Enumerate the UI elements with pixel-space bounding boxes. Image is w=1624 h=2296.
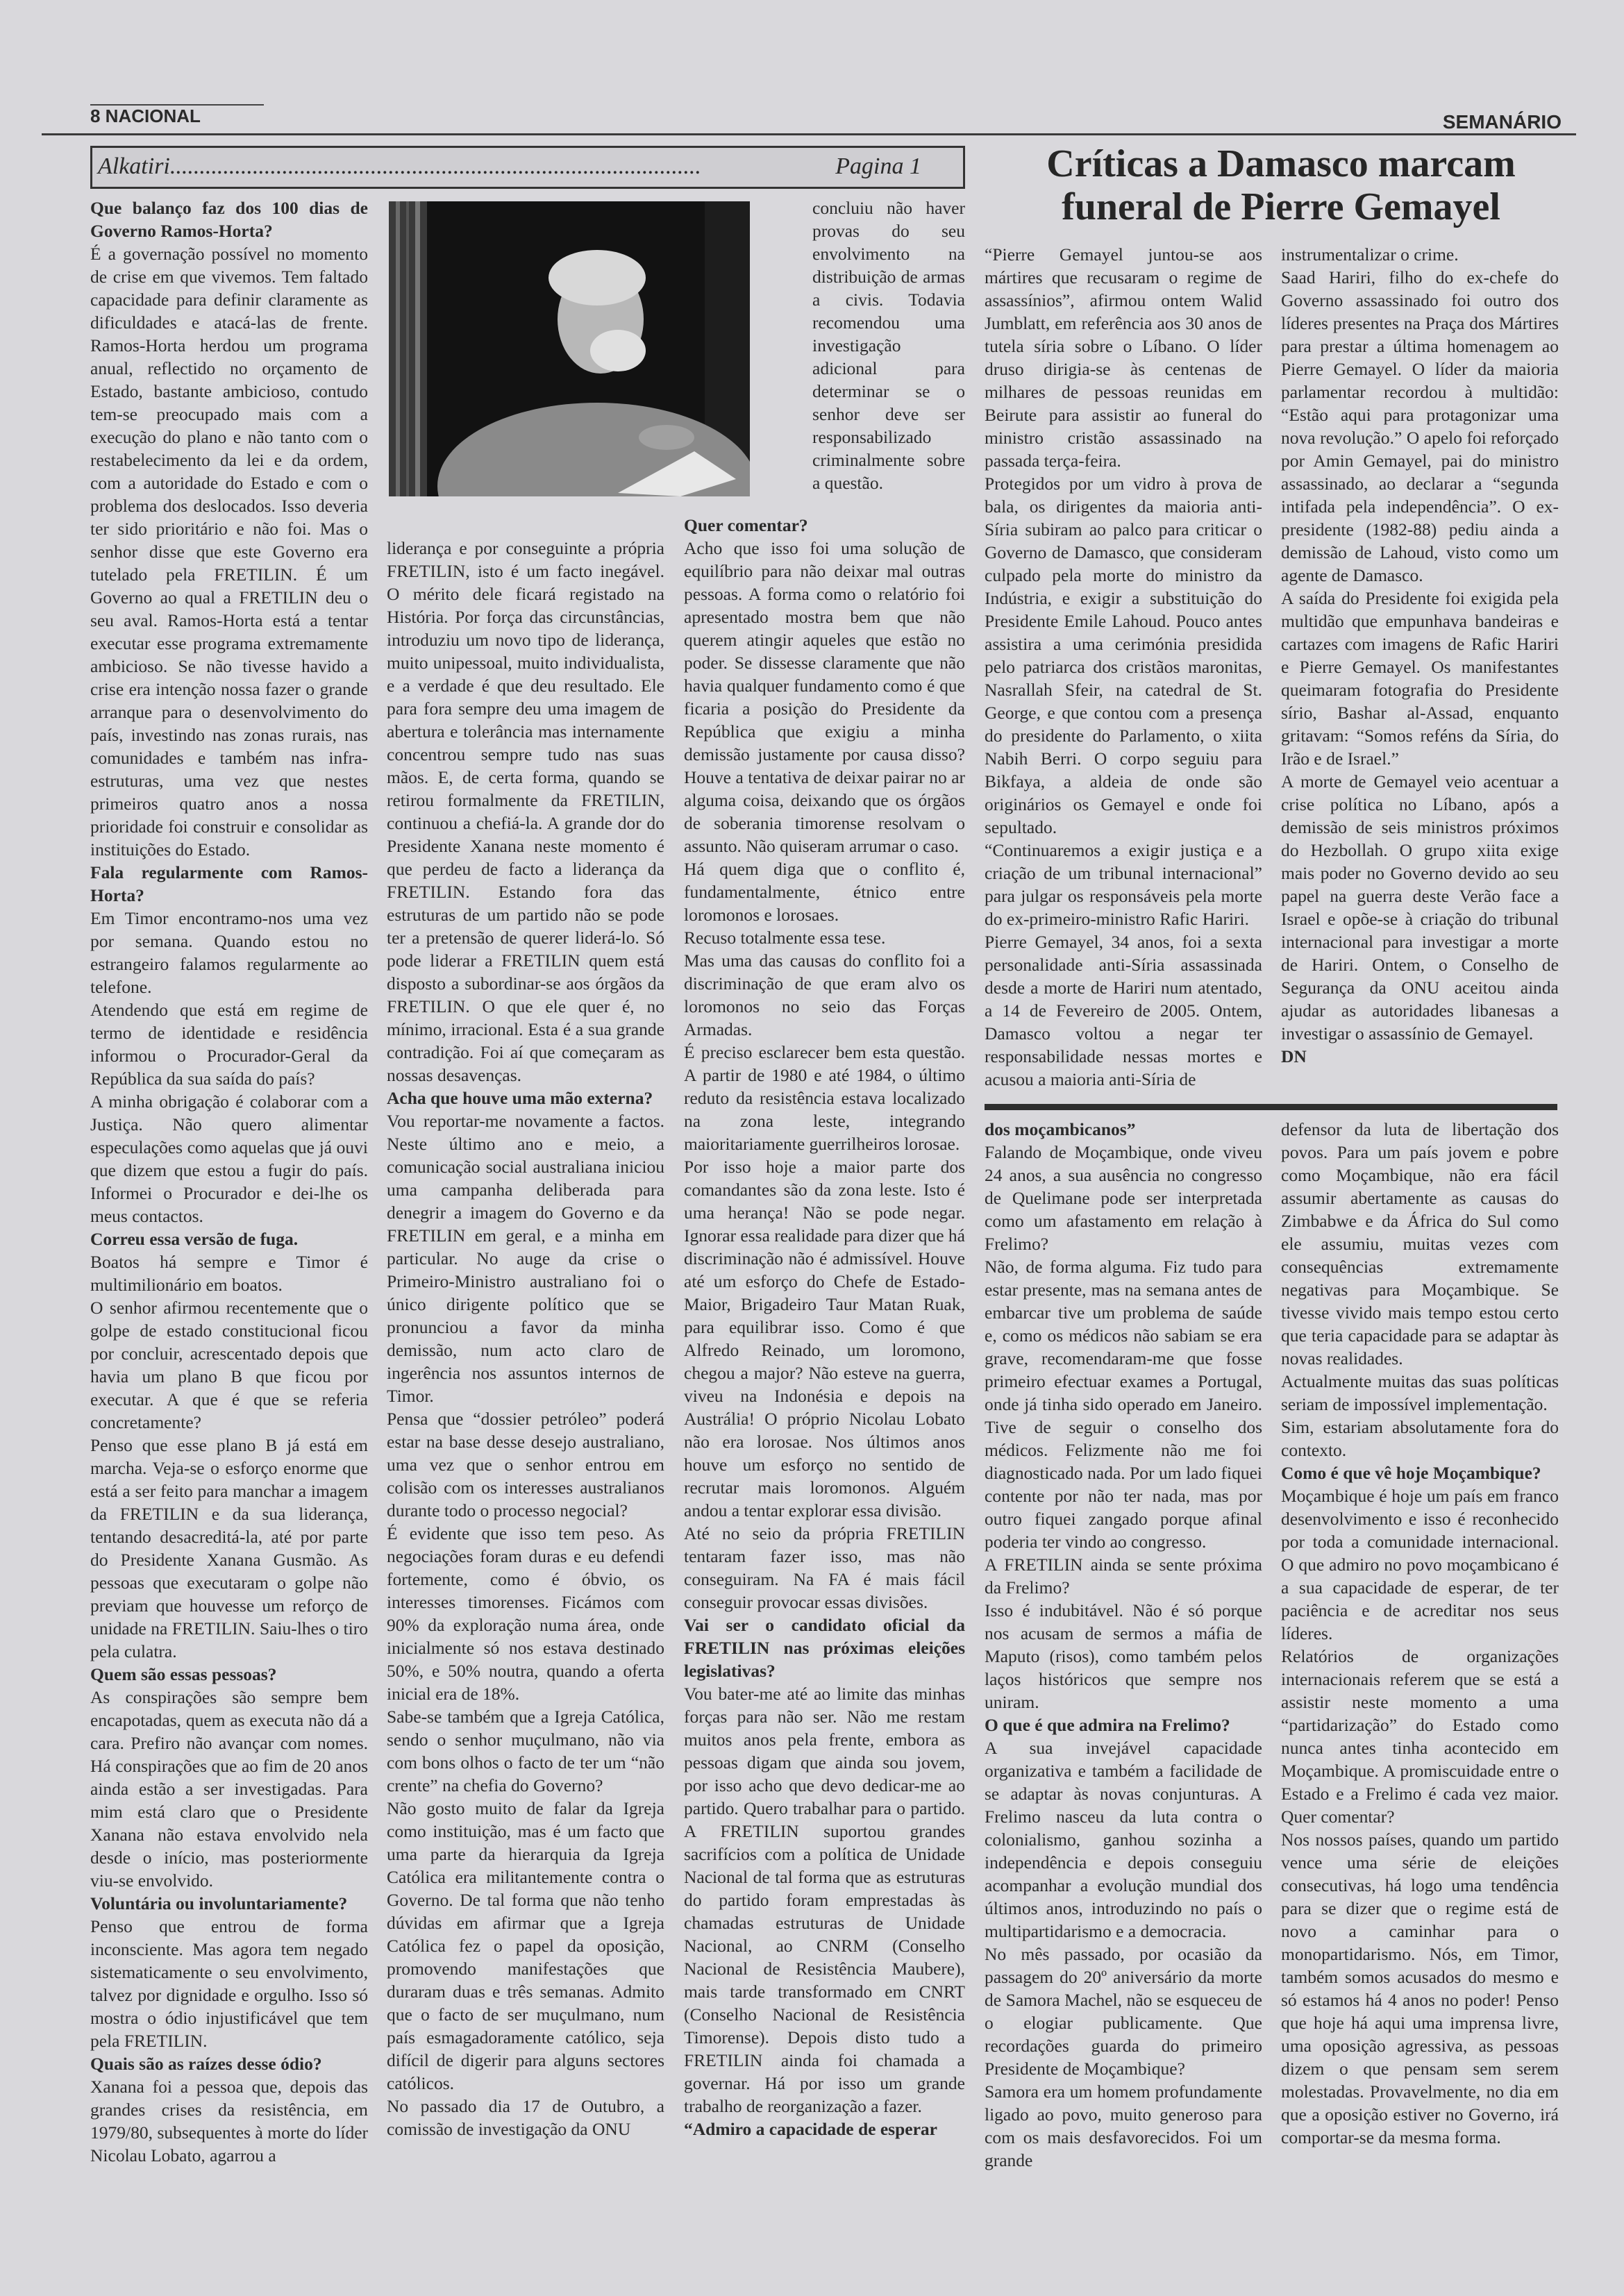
article-column-a bbox=[985, 243, 1262, 1091]
continuation-page: Pagina 1 bbox=[831, 148, 921, 185]
page-section-label: 8 NACIONAL bbox=[90, 106, 201, 126]
interview-column-3-top bbox=[812, 196, 965, 494]
paragraph: A saída do Presidente foi exigida pela multidão que empunhava bandeiras e cartazes com imagens de Rafic Hariri e Pierre Gemayel. Os manifestantes queimaram fotografia do Presidente sírio, Bashar al-Assad, enquanto gritavam: “Somos reféns da Síria, do Irão e de Israel.” bbox=[1281, 588, 1559, 769]
paragraph: Penso que entrou de forma inconsciente. Mas agora tem negado sistematicamente o seu envolvimento, talvez por dignidade e orgulho. Isso só mostra o ódio injustificável que tem pela FRETILIN. bbox=[90, 1916, 368, 2051]
article-column-b bbox=[1281, 243, 1559, 1068]
paragraph: Xanana foi a pessoa que, depois das grandes crises da resistência, em 1979/80, subsequentes à morte do líder Nicolau Lobato, agarrou a bbox=[90, 2077, 368, 2165]
paragraph: “Pierre Gemayel juntou-se aos mártires que recusaram o regime de assassínios”, afirmou ontem Walid Jumblatt, em referência aos 30 anos de tutela síria sobre o Líbano. O líder druso dirigia-se às centenas de milhares de pessoas reunidas em Beirute para assistir ao funeral do ministro cristão assassinado na passada terça-feira. bbox=[985, 244, 1262, 471]
paragraph: Sabe-se também que a Igreja Católica, sendo o senhor muçulmano, não via com bons olhos o facto de ter um “não crente” na chefia do Governo? bbox=[387, 1707, 664, 1795]
paragraph: Pierre Gemayel, 34 anos, foi a sexta personalidade anti-Síria assassinada desde a morte de Hariri num atentado, a 14 de Fevereiro de 2005. Ontem, Damasco voltou a negar ter responsabilidade nessas mortes e acusou a maioria anti-Síria de bbox=[985, 932, 1262, 1089]
question: Acha que houve uma mão externa? bbox=[387, 1088, 653, 1108]
paragraph: “Continuaremos a exigir justiça e a criação de um tribunal internacional” para julgar os responsáveis pela morte do ex-primeiro-ministro Rafic Hariri. bbox=[985, 840, 1262, 929]
paragraph: instrumentalizar o crime. bbox=[1281, 244, 1459, 265]
continuation-header bbox=[90, 146, 965, 189]
paragraph: Há quem diga que o conflito é, fundamentalmente, étnico entre loromonos e lorosaes. bbox=[684, 859, 965, 925]
question: Vai ser o candidato oficial da FRETILIN nas próximas eleições legislativas? bbox=[684, 1615, 965, 1681]
paragraph: É a governação possível no momento de crise em que vivemos. Tem faltado capacidade para definir claramente as dificuldades e atacá-las de frente. Ramos-Horta herdou um programa anual, reflectido no orçamento de Estado, bastante ambicioso, contudo tem-se preocupado mais com a execução do plano e não tanto com o restabelecimento da lei e da ordem, com a autoridade do Estado e com o problema dos deslocados. Isso deveria ter sido prioritário e não foi. Mas o senhor disse que este Governo era tutelado pela FRETILIN. É um Governo ao qual a FRETILIN deu o seu aval. Ramos-Horta está a tentar executar esse programa extremamente ambicioso. Se não tivesse havido a crise era intenção nossa fazer o grande arranque para o desenvolvimento do país, investindo nas zonas rurais, nas comunidades e também nas infra-estruturas, uma vez que nestes primeiros quatro anos a nossa prioridade foi construir e consolidar as instituições do Estado. bbox=[90, 244, 368, 860]
interview-column-1 bbox=[90, 196, 368, 2167]
paragraph: No mês passado, por ocasião da passagem do 20º aniversário da morte de Samora Machel, não se esqueceu de o elogiar publicamente. Que recordações guarda do primeiro Presidente de Moçambique? bbox=[985, 1944, 1262, 2079]
paragraph: liderança e por conseguinte a própria FRETILIN, isto é um facto inegável. O mérito dele ficará registado na História. Por força das circunstâncias, introduziu um novo tipo de liderança, muito unipessoal, muito individualista, e a verdade é que deu resultado. Ele para fora sempre deu uma imagem de abertura e tolerância mas internamente concentrou sempre tudo nas suas mãos. E, de certa forma, quando se retirou formalmente da FRETILIN, continuou a chefiá-la. A grande dor do Presidente Xanana neste momento é que perdeu de facto a liderança da FRETILIN. Estando fora das estruturas de um partido não se pode ter a pretensão de querer liderá-lo. Só pode liderar a FRETILIN quem está disposto a subordinar-se aos órgãos da FRETILIN. O que ele quer é, no mínimo, irracional. Esta é a sua grande contradição. Foi aí que começaram as nossas desavenças. bbox=[387, 538, 664, 1085]
paragraph: Penso que esse plano B já está em marcha. Veja-se o esforço enorme que está a ser feito para manchar a imagem da FRETILIN e da sua liderança, tentando desacreditá-la, até por parte do Presidente Xanana Gusmão. As pessoas que executaram o golpe não previam que houvesse um reforço de unidade na FRETILIN. Saiu-lhes o tiro pela culatra. bbox=[90, 1435, 368, 1661]
header-rule bbox=[42, 133, 1576, 135]
paragraph: Não, de forma alguma. Fiz tudo para estar presente, mas na semana antes de embarcar tive um problema de saúde e, como os médicos não sabiam se era grave, recomendaram-me que fosse primeiro efectuar exames a Portugal, onde já tinha sido operado em Janeiro. Tive de seguir o conselho dos médicos. Felizmente não me foi diagnosticado nada. Por um lado fiquei contente por não ter nada, mas por outro fiquei zangado porque afinal poderia ter vindo ao congresso. bbox=[985, 1257, 1262, 1552]
section-separator-rule bbox=[985, 1104, 1557, 1110]
question: dos moçambicanos” bbox=[985, 1119, 1136, 1139]
paragraph: Falando de Moçambique, onde viveu 24 anos, a sua ausência no congresso de Quelimane pode ser interpretada como um afastamento em relação à Frelimo? bbox=[985, 1142, 1262, 1254]
paragraph: defensor da luta de libertação dos povos. Para um país jovem e pobre como Moçambique, não era fácil assumir abertamente as causas do Zimbabwe e da África do Sul como ele assumiu, muitas vezes com consequências extremamente negativas para Moçambique. Se tivesse vivido mais tempo estou certo que teria capacidade para se adaptar às novas realidades. bbox=[1281, 1119, 1559, 1368]
interview-column-3 bbox=[684, 514, 965, 2140]
paragraph: Actualmente muitas das suas políticas seriam de impossível implementação. bbox=[1281, 1371, 1559, 1414]
paragraph: Isso é indubitável. Não é só porque nos acusam de sermos a máfia de Maputo (risos), como também pelos laços históricos que sempre nos uniram. bbox=[985, 1600, 1262, 1712]
paragraph: É evidente que isso tem peso. As negociações foram duras e eu defendi fortemente, como é óbvio, os interesses timorenses. Ficámos com 90% da exploração numa área, onde inicialmente só nos estava destinado 50%, e 50% noutra, quando a oferta inicial era de 18%. bbox=[387, 1523, 664, 1704]
interview-photo bbox=[389, 201, 750, 496]
question: Como é que vê hoje Moçambique? bbox=[1281, 1463, 1541, 1483]
question: “Admiro a capacidade de esperar bbox=[684, 2119, 937, 2139]
interview-column-4 bbox=[985, 1118, 1262, 2172]
paragraph: Nos nossos países, quando um partido vence uma série de eleições consecutivas, há logo uma tendência para se dizer que o regime está de novo a caminhar para o monopartidarismo. Nós, em Timor, também somos acusados do mesmo e só estamos há 4 anos no poder! Penso que hoje há aqui uma imprensa livre, uma oposição agressiva, as pessoas dizem o que pensam sem serem molestadas. Provavelmente, no dia em que a oposição estiver no Governo, irá comportar-se da mesma forma. bbox=[1281, 1829, 1559, 2147]
question: Quem são essas pessoas? bbox=[90, 1664, 277, 1684]
paragraph: Vou bater-me até ao limite das minhas forças para não ser. Não me restam muitos anos pela frente, embora as pessoas digam que ainda sou jovem, por isso acho que devo dedicar-me ao partido. Quero trabalhar para o partido. A FRETILIN suportou grandes sacrifícios com a política de Unidade Nacional de tal forma que as estruturas do partido foram emprestadas às chamadas estruturas de Unidade Nacional, ao CNRM (Conselho Nacional de Resistência Maubere), mais tarde transformado em CNRT (Conselho Nacional de Resistência Timorense). Depois disto tudo a FRETILIN ainda foi chamada a governar. Há por isso um grande trabalho de reorganização a fazer. bbox=[684, 1684, 965, 2116]
paragraph: Até no seio da própria FRETILIN tentaram fazer isso, mas não conseguiram. Na FA é mais fácil conseguir provocar essas divisões. bbox=[684, 1523, 965, 1612]
paragraph: O senhor afirmou recentemente que o golpe de estado constitucional ficou por concluir, acrescentado depois que havia um plano B que ficou por executar. A que é que se referia concretamente? bbox=[90, 1298, 368, 1432]
photo-illustration bbox=[389, 201, 750, 496]
question: Fala regularmente com Ramos-Horta? bbox=[90, 862, 368, 905]
paragraph: Moçambique é hoje um país em franco desenvolvimento e isso é reconhecido por toda a comunidade internacional. O que admiro no povo moçambicano é a sua capacidade de esperar, de ter paciência e de acreditar nos seus líderes. bbox=[1281, 1486, 1559, 1643]
paragraph: Por isso hoje a maior parte dos comandantes são da zona leste. Isto é uma herança! Não se pode negar. Ignorar essa realidade para dizer que há discriminação não é admissível. Houve até um esforço do Chefe de Estado-Maior, Brigadeiro Taur Matan Ruak, para equilibrar isso. Como é que Alfredo Reinado, um loromono, chegou a major? Não esteve na guerra, viveu na Indonésia e depois na Austrália! O próprio Nicolau Lobato não era lorosae. Nos últimos anos houve um esforço no sentido de recrutar mais loromonos. Alguém andou a tentar explorar essa divisão. bbox=[684, 1157, 965, 1520]
question: Voluntária ou involuntariamente? bbox=[90, 1893, 348, 1913]
paragraph: Recuso totalmente essa tese. bbox=[684, 928, 886, 948]
paragraph: Relatórios de organizações internacionais referem que se está a assistir neste momento a uma “partidarização” do Estado como nunca antes tinha acontecido em Moçambique. A promiscuidade entre o Estado e a Frelimo é cada vez maior. Quer comentar? bbox=[1281, 1646, 1559, 1827]
paragraph: A sua invejável capacidade organizativa e também a facilidade de se adaptar às novas conjunturas. A Frelimo nasceu da luta contra o colonialismo, ganhou sozinha a independência e depois conseguiu acompanhar a evolução mundial dos últimos anos, introduzindo no país o multipartidarismo e a democracia. bbox=[985, 1738, 1262, 1941]
paragraph: Sim, estariam absolutamente fora do contexto. bbox=[1281, 1417, 1559, 1460]
paragraph: Acho que isso foi uma solução de equilíbrio para não deixar mal outras pessoas. A forma como o relatório foi apresentado mostra bem que não querem atingir aqueles que estão no poder. Se dissesse claramente que não havia qualquer fundamento como é que ficaria a posição do Presidente da República que exigiu a minha demissão justamente por causa disso? Houve a tentativa de deixar pairar no ar alguma coisa, deixando que os órgãos de soberania timorense resolvam o assunto. Não quiseram arrumar o caso. bbox=[684, 538, 965, 856]
paragraph: No passado dia 17 de Outubro, a comissão de investigação da ONU bbox=[387, 2096, 664, 2139]
paragraph: Saad Hariri, filho do ex-chefe do Governo assassinado foi outro dos líderes presentes na Praça dos Mártires para prestar a última homenagem ao Pierre Gemayel. O líder da maioria parlamentar recordou à multidão: “Estão aqui para protagonizar uma nova revolução.” O apelo foi reforçado por Amin Gemayel, pai do ministro assassinado, ao declarar a “segunda intifada pela independência”. O ex-presidente (1982-88) pediu ainda a demissão de Lahoud, visto como um agente de Damasco. bbox=[1281, 267, 1559, 585]
paragraph: Boatos há sempre e Timor é multimilionário em boatos. bbox=[90, 1252, 368, 1295]
newspaper-name: SEMANÁRIO bbox=[1442, 111, 1562, 133]
question: O que é que admira na Frelimo? bbox=[985, 1715, 1230, 1735]
question: Quer comentar? bbox=[684, 515, 808, 535]
paragraph: Vou reportar-me novamente a factos. Neste último ano e meio, a comunicação social australiana iniciou uma campanha deliberada para denegrir a imagem do Governo e da FRETILIN em geral, e a minha em particular. No auge da crise o Primeiro-Ministro australiano foi o único dirigente político que se pronunciou a favor da minha demissão, num acto claro de ingerência nos assuntos internos de Timor. bbox=[387, 1111, 664, 1406]
paragraph: Protegidos por um vidro à prova de bala, os dirigentes da maioria anti-Síria subiram ao palco para criticar o Governo de Damasco, que consideram culpado pela morte do ministro da Indústria, e exigir a substituição do Presidente Emile Lahoud. Pouco antes assistira a uma cerimónia presidida pelo patriarca dos cristãos maronitas, Nasrallah Sfeir, na catedral de St. George, e que contou com a presença do presidente do Parlamento, o xiita Nabih Berri. O corpo seguiu para Bikfaya, a aldeia de onde são originários os Gemayel e onde foi sepultado. bbox=[985, 474, 1262, 837]
interview-column-2 bbox=[387, 537, 664, 2140]
question: Correu essa versão de fuga. bbox=[90, 1229, 299, 1249]
paragraph: Em Timor encontramo-nos uma vez por semana. Quando estou no estrangeiro falamos regularmente ao telefone. bbox=[90, 908, 368, 997]
paragraph: Mas uma das causas do conflito foi a discriminação de que eram alvo os loromonos no seio das Forças Armadas. bbox=[684, 950, 965, 1039]
question: Que balanço faz dos 100 dias de Governo Ramos-Horta? bbox=[90, 198, 368, 241]
paragraph: Pensa que “dossier petróleo” poderá estar na base desse desejo australiano, uma vez que o senhor entrou em colisão com os interesses australianos durante todo o processo negocial? bbox=[387, 1409, 664, 1520]
question: Quais são as raízes desse ódio? bbox=[90, 2054, 322, 2074]
article-title: Críticas a Damasco marcam funeral de Pierre Gemayel bbox=[1046, 142, 1516, 228]
paragraph: Não gosto muito de falar da Igreja como instituição, mas é um facto que uma parte da hierarquia da Igreja Católica era militantemente contra o Governo. De tal forma que não tenho dúvidas em afirmar que a Igreja Católica fez o papel da oposição, promovendo manifestações que duraram duas e três semanas. Admito que o facto de ser muçulmano, num país esmagadoramente católico, seja difícil de digerir para alguns sectores católicos. bbox=[387, 1798, 664, 2093]
paragraph: É preciso esclarecer bem esta questão. A partir de 1980 e até 1984, o último reduto da resistência estava localizado na zona leste, integrando maioritariamente guerrilheiros lorosae. bbox=[684, 1042, 965, 1154]
paragraph: concluiu não haver provas do seu envolvimento na distribuição de armas a civis. Todavia recomendou uma investigação adicional para determinar se o senhor deve ser responsabilizado criminalmente sobre a questão. bbox=[812, 198, 965, 493]
paragraph: A minha obrigação é colaborar com a Justiça. Não quero alimentar especulações como aquelas que já ouvi que dizem que estou a fugir do país. Informei o Procurador e dei-lhe os meus contactos. bbox=[90, 1091, 368, 1226]
paragraph: As conspirações são sempre bem encapotadas, quem as executa não dá a cara. Prefiro não avançar com nomes. Há conspirações que ao fim de 20 anos ainda estão a ser investigadas. Para mim está claro que o Presidente Xanana não estava envolvido nela desde o início, mas posteriormente viu-se envolvido. bbox=[90, 1687, 368, 1891]
interview-column-5 bbox=[1281, 1118, 1559, 2149]
paragraph: A FRETILIN ainda se sente próxima da Frelimo? bbox=[985, 1555, 1262, 1598]
paragraph: Samora era um homem profundamente ligado ao povo, muito generoso para com os mais desfavorecidos. Foi um grande bbox=[985, 2081, 1262, 2170]
continuation-label: Alkatiri.......................................................................................... bbox=[98, 153, 701, 179]
paragraph: Atendendo que está em regime de termo de identidade e residência informou o Procurador-Geral da República da sua saída do país? bbox=[90, 1000, 368, 1089]
paragraph: A morte de Gemayel veio acentuar a crise política no Líbano, após a demissão de seis ministros próximos do Hezbollah. O grupo xiita exige mais poder no Governo devido ao seu papel na guerra deste Verão face a Israel e opõe-se à criação do tribunal internacional para investigar a morte de Hariri. Ontem, o Conselho de Segurança da ONU aceitou ainda ajudar as autoridades libanesas a investigar o assassínio de Gemayel. bbox=[1281, 771, 1559, 1044]
byline: DN bbox=[1281, 1046, 1307, 1066]
